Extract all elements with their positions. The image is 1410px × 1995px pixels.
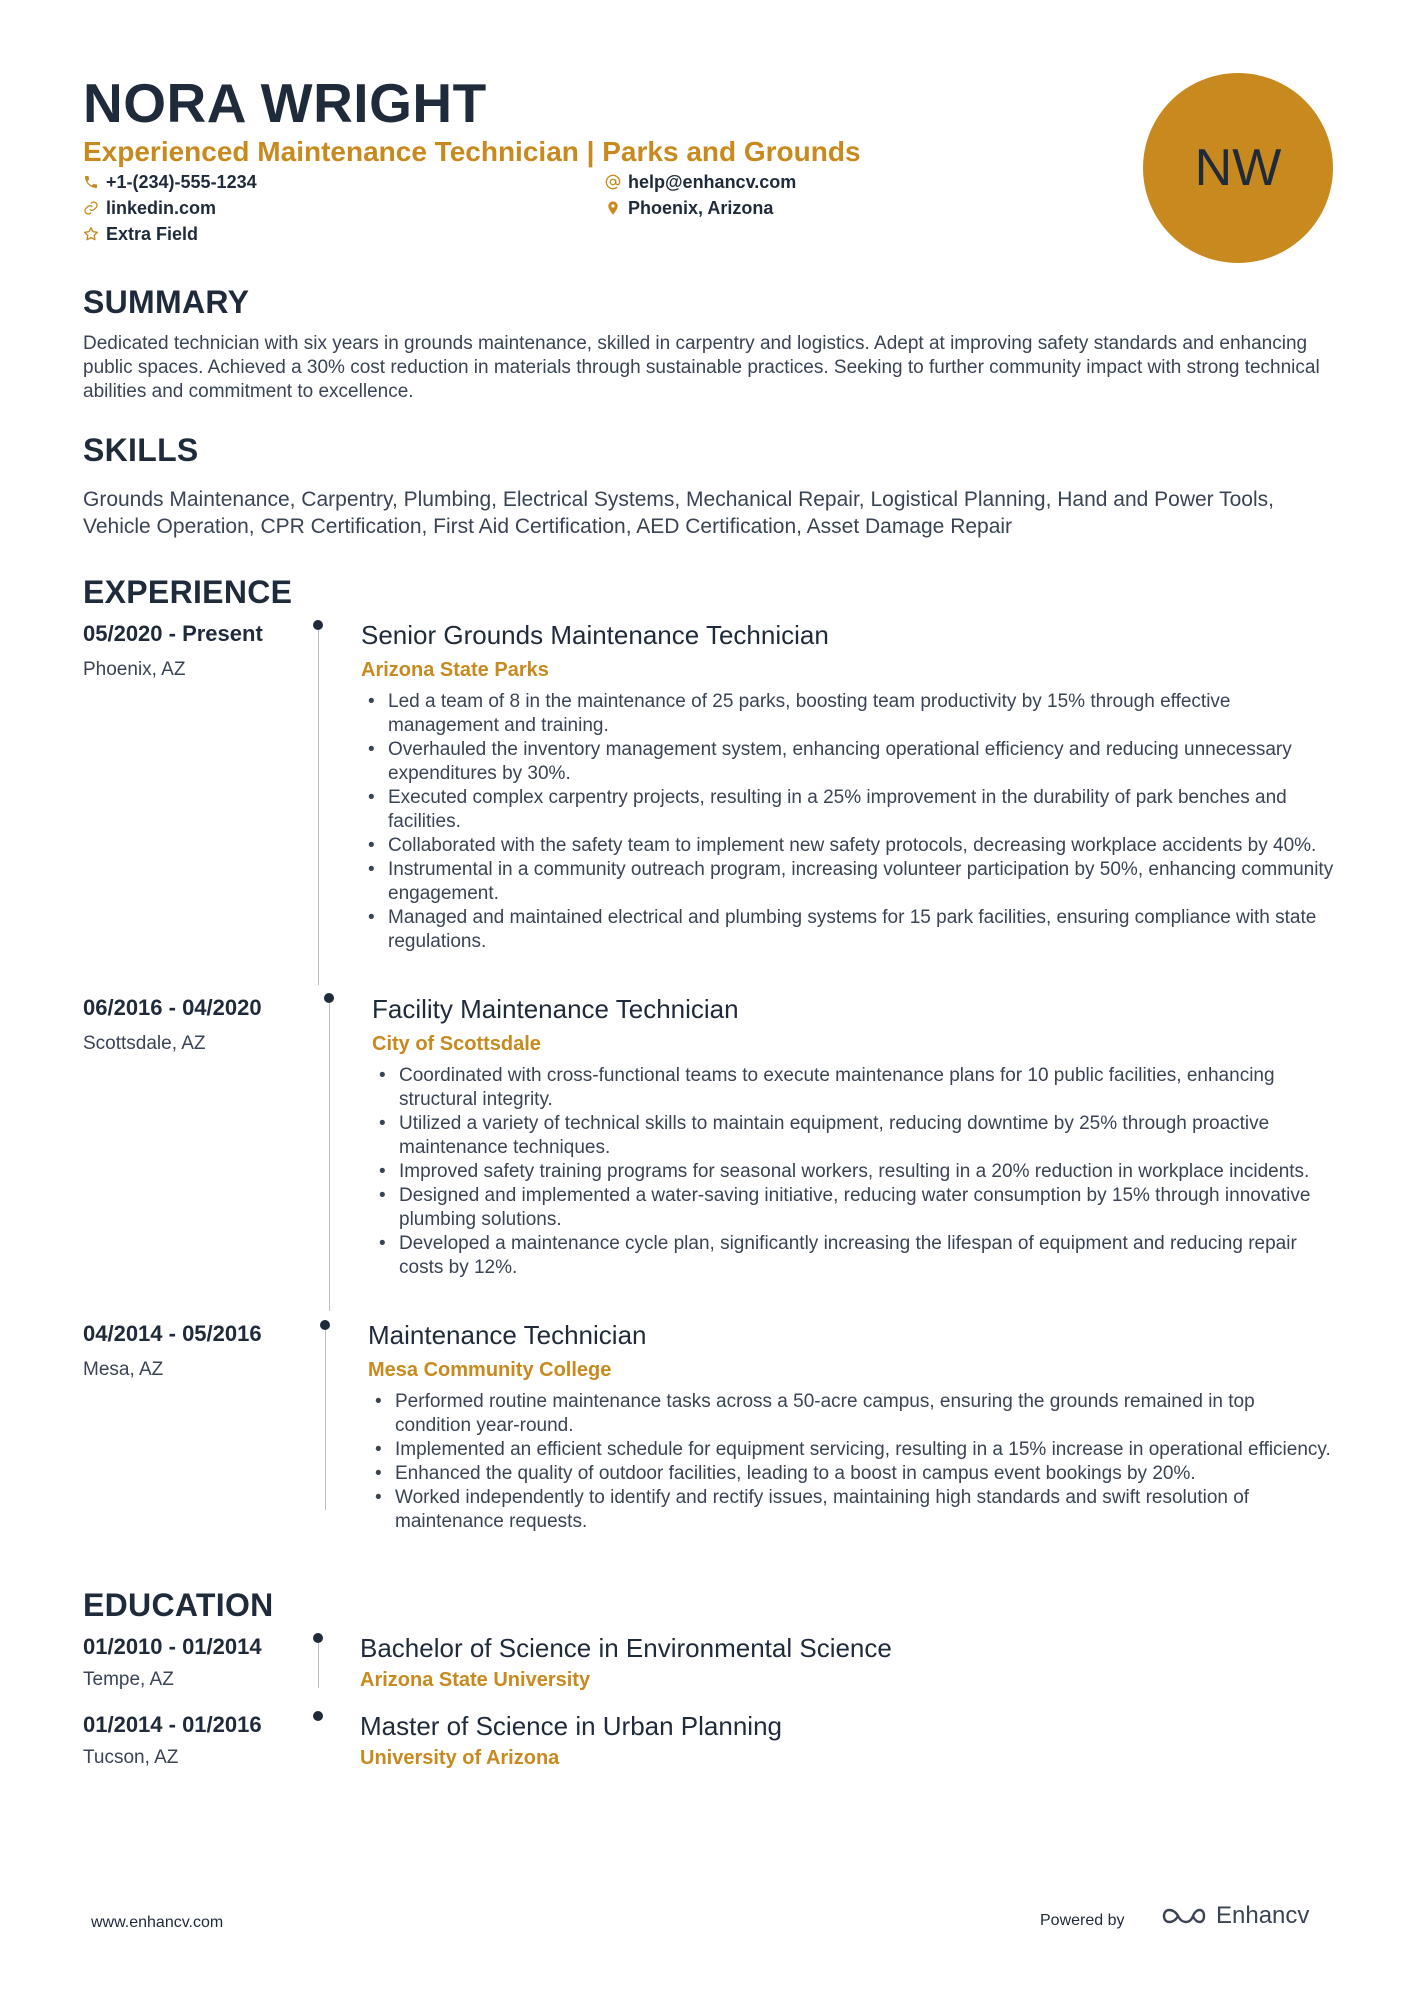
contact-extra-text: Extra Field [106,224,199,244]
experience-role: Senior Grounds Maintenance Technician [361,620,829,650]
contact-email[interactable] [605,170,796,194]
at-sign-icon [605,174,621,190]
education-location: Tempe, AZ [83,1669,174,1690]
skills-text: Grounds Maintenance, Carpentry, Plumbing, Electrical Systems, Mechanical Repair, Logistical Planning, Hand and Power Tools, Vehicle Operation, CPR Certification, First Aid Certification, AED Certification, Asset Damage Repair [83,488,1274,538]
skills-heading: SKILLS [83,432,199,468]
education-degree: Master of Science in Urban Planning [360,1711,783,1741]
bullet: • Led a team of 8 in the maintenance of 25 parks, boosting team productivity by 15% through effective management and training. [361,690,1336,738]
bullet: • Performed routine maintenance tasks across a 50-acre campus, ensuring the grounds remained in top condition year-round. [368,1390,1336,1438]
avatar [1143,73,1333,263]
avatar-initials: NW [1194,139,1282,197]
location-pin-icon [605,200,621,216]
contact-extra [83,222,198,246]
timeline-line [318,630,319,985]
contact-location-text: Phoenix, Arizona [628,198,774,218]
timeline-dot [313,1711,323,1721]
enhancv-logo-icon [1160,1903,1208,1929]
timeline-line [325,1330,326,1510]
bullet: • Implemented an efficient schedule for equipment servicing, resulting in a 15% increase in operational efficiency. [368,1438,1336,1462]
bullet: • Developed a maintenance cycle plan, significantly increasing the lifespan of equipment and reducing repair costs by 12%. [372,1232,1336,1280]
experience-role: Facility Maintenance Technician [372,994,739,1024]
timeline-dot [324,993,334,1003]
experience-location: Mesa, AZ [83,1359,164,1380]
summary-heading: SUMMARY [83,284,250,320]
experience-heading: EXPERIENCE [83,574,293,610]
education-location: Tucson, AZ [83,1747,179,1768]
bullet: • Collaborated with the safety team to implement new safety protocols, decreasing workplace accidents by 40%. [361,834,1336,858]
bullet: • Overhauled the inventory management system, enhancing operational efficiency and reducing unnecessary expenditures by 30%. [361,738,1336,786]
footer-powered-by: Powered by [1040,1912,1125,1929]
summary-text: Dedicated technician with six years in grounds maintenance, skilled in carpentry and logistics. Adept at improving safety standards and enhancing public spaces. Achieved a 30% cost reduction in materials through sustainable practices. Seeking to further community impact with strong technical abilities and commitment to excellence. [83,333,1320,402]
experience-location: Scottsdale, AZ [83,1033,206,1054]
experience-org: Arizona State Parks [361,659,549,681]
footer-brand-logo[interactable] [1160,1902,1309,1930]
education-school: University of Arizona [360,1747,560,1769]
candidate-name: NORA WRIGHT [83,72,487,134]
experience-date: 04/2014 - 05/2016 [83,1321,262,1346]
bullet: • Coordinated with cross-functional teams to execute maintenance plans for 10 public facilities, enhancing structural integrity. [372,1064,1336,1112]
timeline-dot [313,1633,323,1643]
education-date: 01/2010 - 01/2014 [83,1634,262,1659]
experience-role: Maintenance Technician [368,1320,647,1350]
education-school: Arizona State University [360,1669,591,1691]
bullet: • Designed and implemented a water-saving initiative, reducing water consumption by 15% through innovative plumbing solutions. [372,1184,1336,1232]
bullet: • Executed complex carpentry projects, resulting in a 25% improvement in the durability of park benches and facilities. [361,786,1336,834]
bullet: • Worked independently to identify and rectify issues, maintaining high standards and swift resolution of maintenance requests. [368,1486,1336,1534]
education-heading: EDUCATION [83,1587,274,1623]
footer-website-link[interactable]: www.enhancv.com [91,1914,224,1931]
timeline-dot [320,1320,330,1330]
footer-brand-name: Enhancv [1216,1902,1310,1929]
experience-bullets [372,1064,1336,1280]
timeline-line [329,1003,330,1311]
bullet: • Managed and maintained electrical and plumbing systems for 15 park facilities, ensuring compliance with state regulations. [361,906,1336,954]
education-degree: Bachelor of Science in Environmental Science [360,1633,892,1663]
contact-linkedin-text: linkedin.com [106,198,217,218]
star-icon [83,226,99,242]
timeline-dot [313,620,323,630]
contact-phone-text: +1-(234)-555-1234 [106,172,257,192]
experience-org: City of Scottsdale [372,1033,541,1055]
contact-phone[interactable] [83,170,257,194]
experience-bullets [361,690,1336,954]
contact-email-text: help@enhancv.com [628,172,797,192]
bullet: • Instrumental in a community outreach program, increasing volunteer participation by 50%, enhancing community engagement. [361,858,1336,906]
bullet: • Enhanced the quality of outdoor facilities, leading to a boost in campus event bookings by 20%. [368,1462,1336,1486]
bullet: • Utilized a variety of technical skills to maintain equipment, reducing downtime by 25% through proactive maintenance techniques. [372,1112,1336,1160]
candidate-headline: Experienced Maintenance Technician | Parks and Grounds [83,136,861,167]
timeline-line [318,1643,319,1688]
education-date: 01/2014 - 01/2016 [83,1712,262,1737]
experience-location: Phoenix, AZ [83,659,186,680]
phone-icon [83,174,99,190]
experience-bullets [368,1390,1336,1534]
contact-location [605,196,773,220]
bullet: • Improved safety training programs for seasonal workers, resulting in a 20% reduction in workplace incidents. [372,1160,1336,1184]
experience-date: 05/2020 - Present [83,621,263,646]
link-icon [83,200,99,216]
experience-date: 06/2016 - 04/2020 [83,995,262,1020]
contact-linkedin[interactable] [83,196,216,220]
experience-org: Mesa Community College [368,1359,612,1381]
